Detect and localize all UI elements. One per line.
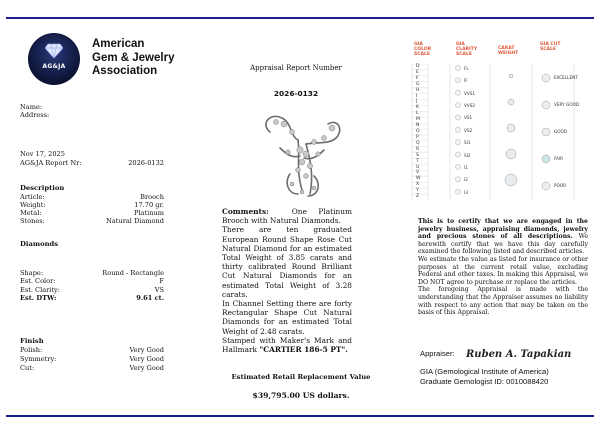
cut-scale-header: GIA CUT SCALE xyxy=(540,42,561,52)
description-label: Weight: xyxy=(20,201,46,209)
association-line: Gem & Jewelry xyxy=(92,51,175,64)
description-value: Platinum xyxy=(134,209,164,217)
diamond-value: F xyxy=(159,277,164,285)
color-grade-letter: G xyxy=(416,81,420,87)
color-grade-letter: E xyxy=(416,69,419,75)
color-grade-letter: O xyxy=(416,129,420,135)
description-value: 17.70 gr. xyxy=(134,201,164,209)
association-line: Association xyxy=(92,65,158,77)
clarity-grade-label: SI2 xyxy=(464,152,471,158)
diamonds-heading: Diamonds xyxy=(20,240,59,248)
certification-p1-bold: This is to certify that we are engaged in the jewelry business, appraising diamonds, jewelry and precious stones of all descriptions. xyxy=(418,218,588,241)
comments-heading: Comments: xyxy=(222,207,269,216)
diamond-value: 9.61 ct. xyxy=(136,294,164,302)
association-name xyxy=(92,38,174,79)
clarity-grade-label: VS1 xyxy=(464,115,473,121)
color-grade-letter: V xyxy=(416,170,420,176)
diamond-label: Shape: xyxy=(20,269,44,277)
finish-label: Polish: xyxy=(20,346,43,354)
diamond-value: VS xyxy=(154,286,164,294)
description-label: Stones: xyxy=(20,217,45,225)
color-grade-letter: D xyxy=(416,64,420,69)
certification-p1-rest: We herewith certify that we have this day carefully examined the following listed and described articles. xyxy=(418,233,589,256)
report-nr-label: AG&JA Report Nr: xyxy=(20,159,82,167)
clarity-grade-label: VS2 xyxy=(464,127,473,133)
clarity-diamond-icon xyxy=(455,140,460,145)
comments-p1 xyxy=(222,207,352,225)
clarity-grade-label: SI1 xyxy=(464,140,471,146)
finish-value: Very Good xyxy=(129,355,164,363)
color-grade-letter: I xyxy=(416,93,418,99)
diamond-label: Est. Clarity: xyxy=(20,286,60,294)
color-grade-letter: Y xyxy=(416,188,419,194)
brooch-image xyxy=(240,104,360,204)
clarity-grade-label: I3 xyxy=(464,189,468,195)
appraiser-credentials xyxy=(420,367,549,387)
clarity-grade-label: I1 xyxy=(464,164,468,170)
cut-grade-label: EXCELLENT xyxy=(554,75,578,80)
appraiser-label: Appraiser: xyxy=(420,349,455,358)
carat-weight-header: CARAT WEIGHT xyxy=(498,46,519,56)
carat-size-icon xyxy=(506,149,516,159)
description-value: Natural Diamond xyxy=(106,217,164,225)
description-label: Article: xyxy=(20,193,45,201)
comments-p4 xyxy=(222,336,352,354)
clarity-diamond-icon xyxy=(455,177,460,182)
comments-block xyxy=(222,207,352,354)
diamond-label: Est. DTW: xyxy=(20,294,57,302)
color-grade-letter: Q xyxy=(416,140,420,146)
color-grade-letter: S xyxy=(416,152,419,158)
cut-grade-label: VERY GOOD xyxy=(554,102,580,107)
cut-grade-label: FAIR xyxy=(554,156,564,161)
cut-grade-label: GOOD xyxy=(554,129,568,134)
description-value: Brooch xyxy=(140,193,164,201)
bottom-rule xyxy=(6,415,594,417)
hallmark: "CARTIER 186-5 PT". xyxy=(259,345,348,355)
color-grade-letter: H xyxy=(416,87,420,93)
color-grade-letter: P xyxy=(416,134,419,140)
cut-diamond-icon xyxy=(542,182,550,190)
color-grade-letter: F xyxy=(416,75,419,81)
association-line: American xyxy=(92,38,145,50)
report-date: Nov 17, 2025 xyxy=(20,150,65,158)
color-grade-letter: U xyxy=(416,164,420,170)
clarity-diamond-icon xyxy=(455,127,460,132)
color-grade-letter: J xyxy=(416,99,418,105)
clarity-grade-label: I2 xyxy=(464,177,468,183)
color-grade-letter: N xyxy=(416,123,420,129)
logo-text: AG&JA xyxy=(42,63,66,70)
clarity-diamond-icon xyxy=(455,102,460,107)
value-label: Estimated Retail Replacement Value xyxy=(231,373,371,381)
color-grade-letter: K xyxy=(416,105,420,111)
finish-label: Symmetry: xyxy=(20,355,57,363)
grading-scale-chart xyxy=(406,42,586,202)
clarity-diamond-icon xyxy=(455,78,460,83)
certification-p1 xyxy=(418,218,588,256)
carat-size-icon xyxy=(507,124,515,132)
report-number: 2026-0132 xyxy=(273,89,319,98)
comments-p3: In Channel Setting there are forty Rectangular Shape Cut Natural Diamonds for an estimated Total Weight of 2.48 carats. xyxy=(222,299,352,336)
clarity-diamond-icon xyxy=(455,65,460,70)
credentials-line: GIA (Gemological Institute of America) xyxy=(420,367,549,376)
clarity-diamond-icon xyxy=(455,90,460,95)
certification-p2: We estimate the value as listed for insurance or other purposes at the current retail value, excluding Federal and other taxes. In making this Appraisal, we DO NOT agree to purchase or replace the articles. xyxy=(418,255,588,286)
clarity-diamond-icon xyxy=(455,189,460,194)
finish-heading: Finish xyxy=(20,337,44,345)
finish-value: Very Good xyxy=(129,364,164,372)
cut-diamond-icon xyxy=(542,101,550,109)
address-label: Address: xyxy=(20,111,50,119)
description-label: Metal: xyxy=(20,209,42,217)
color-scale-header: GIA COLOR SCALE xyxy=(414,42,432,57)
color-grade-letter: X xyxy=(416,182,420,188)
clarity-scale-header: GIA CLARITY SCALE xyxy=(456,42,478,57)
report-title: Appraisal Report Number xyxy=(250,64,342,72)
cut-diamond-icon xyxy=(542,155,550,163)
color-grade-letter: L xyxy=(416,111,419,117)
carat-size-icon xyxy=(505,174,517,186)
clarity-grade-label: VVS1 xyxy=(464,90,476,96)
clarity-grade-label: IF xyxy=(464,78,468,84)
diamond-icon xyxy=(45,43,63,59)
diamond-value: Round - Rectangle xyxy=(102,269,164,277)
color-grade-letter: R xyxy=(416,146,420,152)
carat-size-icon xyxy=(509,74,513,78)
comments-p1-text: One Platinum Brooch with Natural Diamonds. xyxy=(222,207,352,226)
clarity-diamond-icon xyxy=(455,164,460,169)
cut-grade-label: POOR xyxy=(554,183,567,188)
top-rule xyxy=(6,17,594,19)
clarity-grade-label: FL xyxy=(464,66,469,71)
carat-size-icon xyxy=(508,99,514,105)
color-grade-letter: T xyxy=(416,158,419,164)
diamond-label: Est. Color: xyxy=(20,277,56,285)
comments-p4-text: Stamped with Maker's Mark and Hallmark xyxy=(222,335,352,355)
clarity-diamond-icon xyxy=(455,115,460,120)
name-label: Name: xyxy=(20,103,43,111)
comments-p2: There are ten graduated European Round Shape Rose Cut Natural Diamond for an estimated Total Weight of 3.85 carats and thirty calibrated Round Brilliant Cut Natural Diamonds for an estimated Total Weight of 3.28 carats. xyxy=(222,225,352,299)
certification-text xyxy=(418,218,588,317)
clarity-diamond-icon xyxy=(455,152,460,157)
color-grade-letter: Z xyxy=(416,194,420,200)
description-heading: Description xyxy=(20,184,65,192)
cut-diamond-icon xyxy=(542,128,550,136)
cut-diamond-icon xyxy=(542,74,550,82)
color-grade-letter: W xyxy=(416,176,421,182)
finish-label: Cut: xyxy=(20,364,35,372)
credentials-line: Graduate Gemologist ID: 0010088420 xyxy=(420,377,549,386)
value-amount: $39,795.00 US dollars. xyxy=(252,391,350,400)
finish-value: Very Good xyxy=(129,346,164,354)
color-grade-letter: M xyxy=(416,117,420,123)
clarity-grade-label: VVS2 xyxy=(464,103,476,109)
logo xyxy=(28,33,80,85)
certification-p3: The foregoing Appraisal is made with the understanding that the Appraiser assumes no liability with respect to any action that may be taken on the basis of this Appraisal. xyxy=(418,286,588,317)
appraiser-signature: Ruben A. Tapakian xyxy=(466,349,572,360)
report-nr-value: 2026-0132 xyxy=(128,159,164,167)
